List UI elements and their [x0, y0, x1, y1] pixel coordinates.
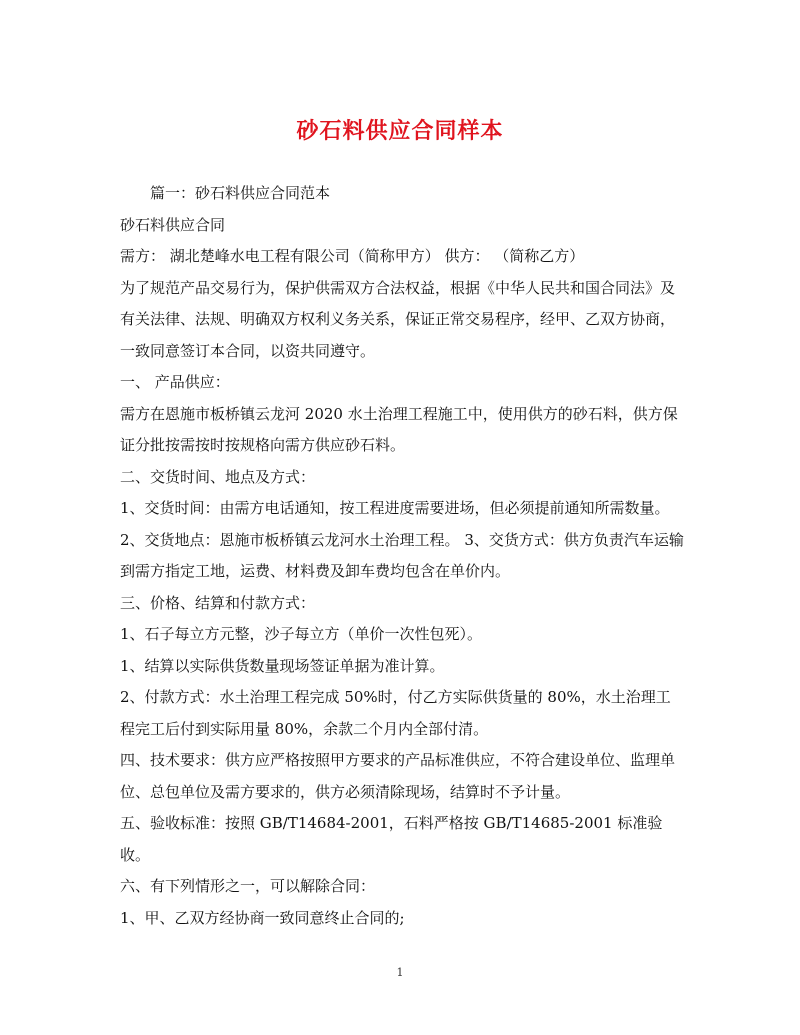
clause-heading-5: 五、验收标准：按照 GB/T14684-2001，石料严格按 GB/T14685-2001 标准验收。 [120, 814, 663, 864]
clause-paragraph: 1、交货时间：由需方电话通知，按工程进度需要进场，但必须提前通知所需数量。 [120, 499, 670, 517]
document-title: 砂石料供应合同样本 [296, 118, 504, 144]
clause-heading-4: 四、技术要求：供方应严格按照甲方要求的产品标准供应，不符合建设单位、监理单位、总包单位及需方要求的，供方必须清除现场，结算时不予计量。 [120, 751, 676, 801]
clause-paragraph: 1、石子每立方元整，沙子每立方（单价一次性包死）。 [120, 625, 483, 643]
preamble-paragraph: 为了规范产品交易行为，保护供需双方合法权益，根据《中华人民共和国合同法》及有关法律、法规、明确双方权利义务关系，保证正常交易程序，经甲、乙双方协商，一致同意签订本合同，以资共同遵守。 [120, 278, 676, 360]
document-body [120, 178, 685, 934]
clause-paragraph: 1、结算以实际供货数量现场签证单据为准计算。 [120, 656, 445, 675]
clause-heading-6: 六、有下列情形之一，可以解除合同： [120, 877, 376, 895]
clause-heading-2: 二、交货时间、地点及方式： [120, 467, 316, 486]
clause-heading-1: 一、 产品供应： [120, 373, 230, 391]
clause-heading-3: 三、价格、结算和付款方式： [120, 593, 316, 612]
clause-paragraph: 需方在恩施市板桥镇云龙河 2020 水土治理工程施工中，使用供方的砂石料，供方保证分批按需按时按规格向需方供应砂石料。 [120, 404, 678, 454]
contract-name: 砂石料供应合同 [120, 215, 226, 234]
page-number: 1 [396, 966, 404, 979]
clause-paragraph: 2、交货地点：恩施市板桥镇云龙河水土治理工程。 3、交货方式：供方负责汽车运输到需方指定工地，运费、材料费及卸车费均包含在单价内。 [120, 530, 684, 580]
parties-line: 需方： 湖北楚峰水电工程有限公司（简称甲方） 供方： （简称乙方） [120, 247, 585, 265]
clause-paragraph: 1、甲、乙双方经协商一致同意终止合同的; [120, 908, 405, 927]
section-heading: 篇一：砂石料供应合同范本 [150, 184, 331, 202]
clause-paragraph: 2、付款方式：水土治理工程完成 50%时，付乙方实际供货量的 80%，水土治理工程完工后付到实际用量 80%，余款二个月内全部付清。 [120, 688, 671, 738]
